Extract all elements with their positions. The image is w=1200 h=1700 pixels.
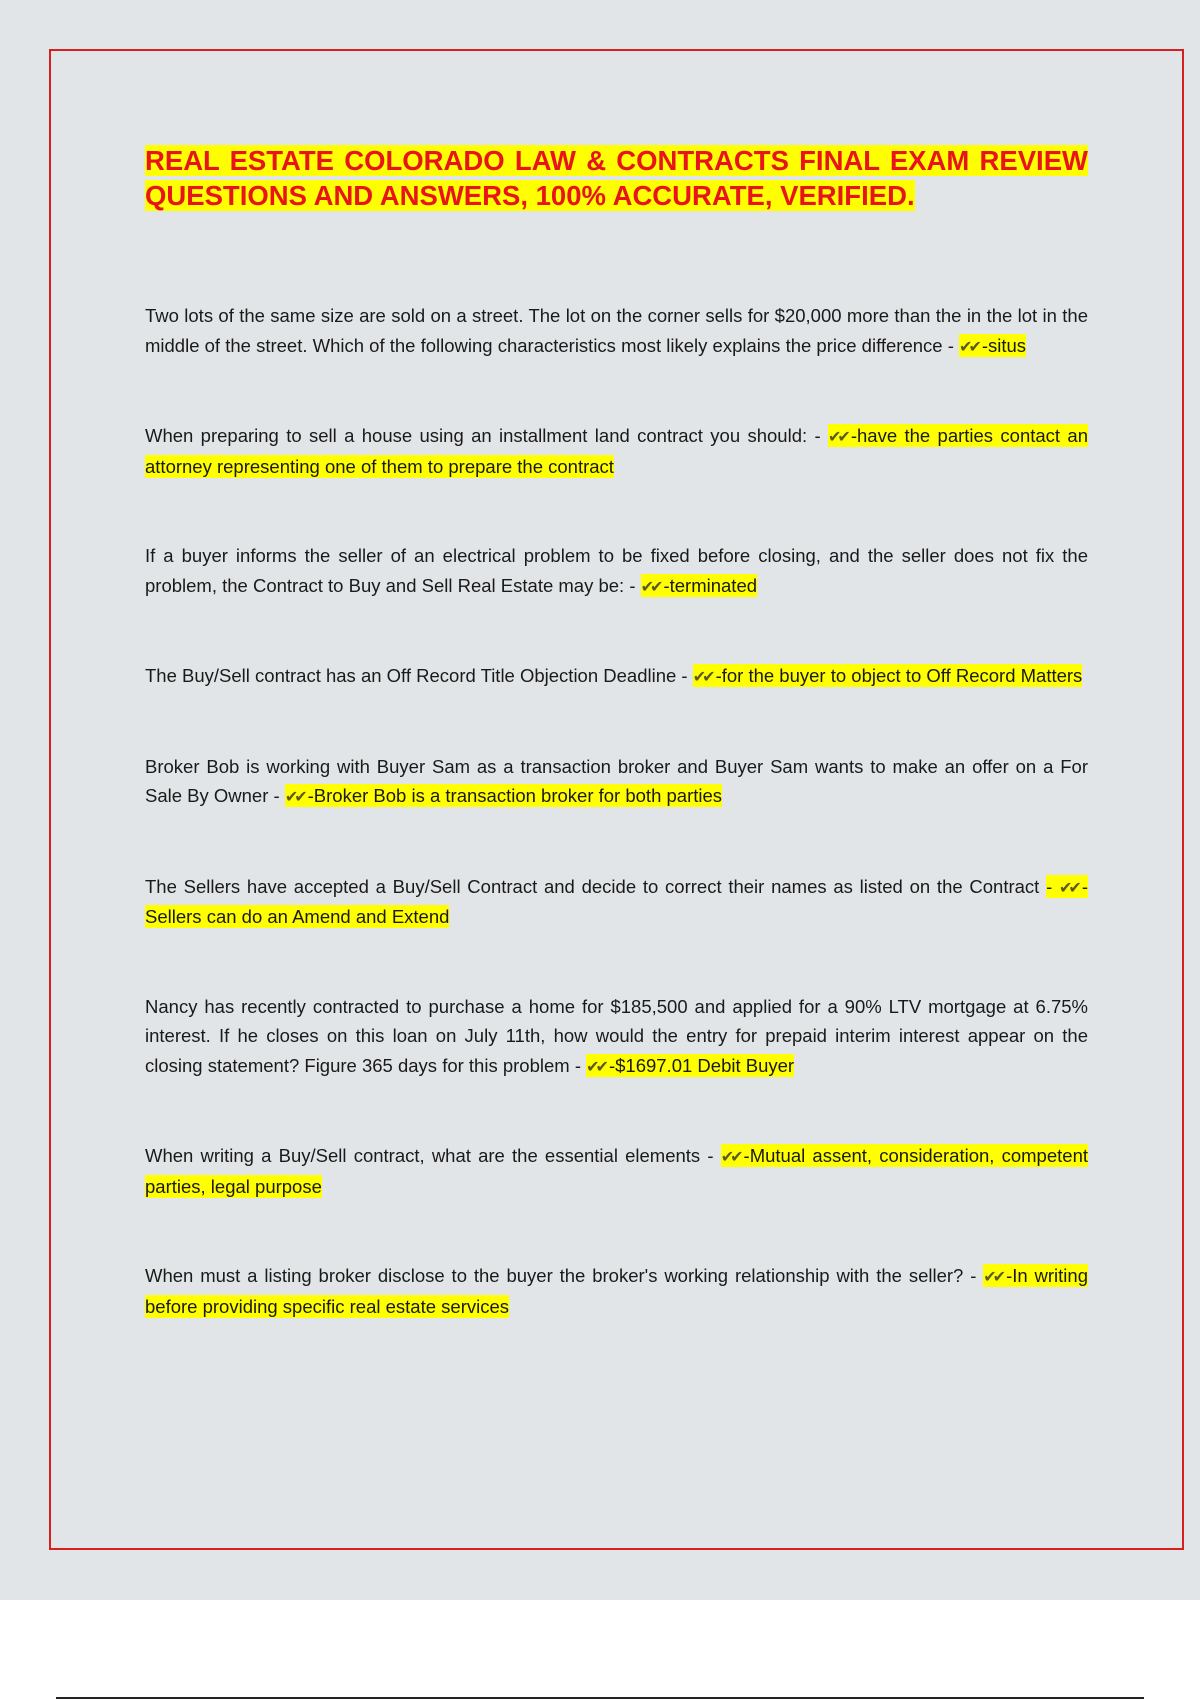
double-check-icon: ✔✔ (640, 576, 660, 596)
question-text: Two lots of the same size are sold on a street. The lot on the corner sells for $20,000 more than the in the lot in the middle of the street. Which of the following characteristics most likely explains the price difference - (145, 305, 1088, 356)
question-text: If a buyer informs the seller of an electrical problem to be fixed before closing, and the seller does not fix the problem, the Contract to Buy and Sell Real Estate may be: - (145, 545, 1088, 596)
answer-text: -In writing before providing specific real estate services (145, 1265, 1088, 1317)
question-text: The Sellers have accepted a Buy/Sell Contract and decide to correct their names as listed on the Contract (145, 875, 1047, 897)
document-title-text: REAL ESTATE COLORADO LAW & CONTRACTS FINAL EXAM REVIEW QUESTIONS AND ANSWERS, 100% ACCURATE, VERIFIED. (145, 145, 1088, 211)
answer-text: -situs (981, 334, 1027, 356)
answer-text: -Mutual assent, consideration, competent parties, legal purpose (145, 1145, 1088, 1197)
double-check-icon: ✔✔ (983, 1267, 1003, 1286)
question-text: Broker Bob is working with Buyer Sam as a transaction broker and Buyer Sam wants to make an offer on a For Sale By Owner - (145, 755, 1088, 806)
qa-list (145, 301, 1088, 1321)
qa-item (145, 1261, 1088, 1321)
answer-highlight (641, 574, 757, 597)
qa-item (145, 992, 1088, 1082)
answer-highlight (586, 1054, 794, 1077)
answer-text: -Sellers can do an Amend and Extend (145, 875, 1088, 927)
qa-item (145, 301, 1088, 361)
footer-divider (56, 1697, 1144, 1699)
double-check-icon: ✔✔ (692, 667, 712, 686)
answer-text: -terminated (663, 574, 758, 596)
double-check-icon: ✔✔ (720, 1147, 740, 1166)
double-check-icon: ✔✔ (1059, 877, 1078, 897)
answer-highlight: - ✔✔ -Sellers can do an Amend and Extend (145, 875, 1088, 929)
answer-text: -for the buyer to object to Off Record Matters (715, 665, 1083, 686)
qa-item (145, 1141, 1088, 1201)
answer-highlight (285, 784, 722, 807)
document-content (145, 143, 1088, 1381)
question-text: The Buy/Sell contract has an Off Record Title Objection Deadline - (145, 665, 693, 686)
qa-item (145, 421, 1088, 481)
document-title (145, 143, 1088, 213)
qa-item (145, 752, 1088, 812)
double-check-icon: ✔✔ (586, 1056, 605, 1076)
question-text: When must a listing broker disclose to the buyer the broker's working relationship with the seller? - (145, 1265, 984, 1286)
double-check-icon: ✔✔ (828, 427, 847, 446)
question-text: When preparing to sell a house using an installment land contract you should: - (145, 425, 829, 446)
question-text: When writing a Buy/Sell contract, what are the essential elements - (145, 1145, 721, 1166)
answer-text: -have the parties contact an attorney representing one of them to prepare the contract (145, 425, 1088, 477)
answer-highlight (959, 334, 1026, 357)
answer-text: -Broker Bob is a transaction broker for both parties (307, 785, 723, 806)
question-text: Nancy has recently contracted to purchase a home for $185,500 and applied for a 90% LTV mortgage at 6.75% interest. If he closes on this loan on July 11th, how would the entry for prepaid interim interest appear on the closing statement? Figure 365 days for this problem - (145, 995, 1088, 1076)
qa-item (145, 541, 1088, 601)
qa-item (145, 661, 1088, 692)
double-check-icon: ✔✔ (284, 787, 304, 806)
answer-highlight (693, 664, 1083, 687)
double-check-icon: ✔✔ (959, 336, 978, 356)
answer-text: -$1697.01 Debit Buyer (608, 1054, 795, 1076)
qa-item (145, 872, 1088, 932)
